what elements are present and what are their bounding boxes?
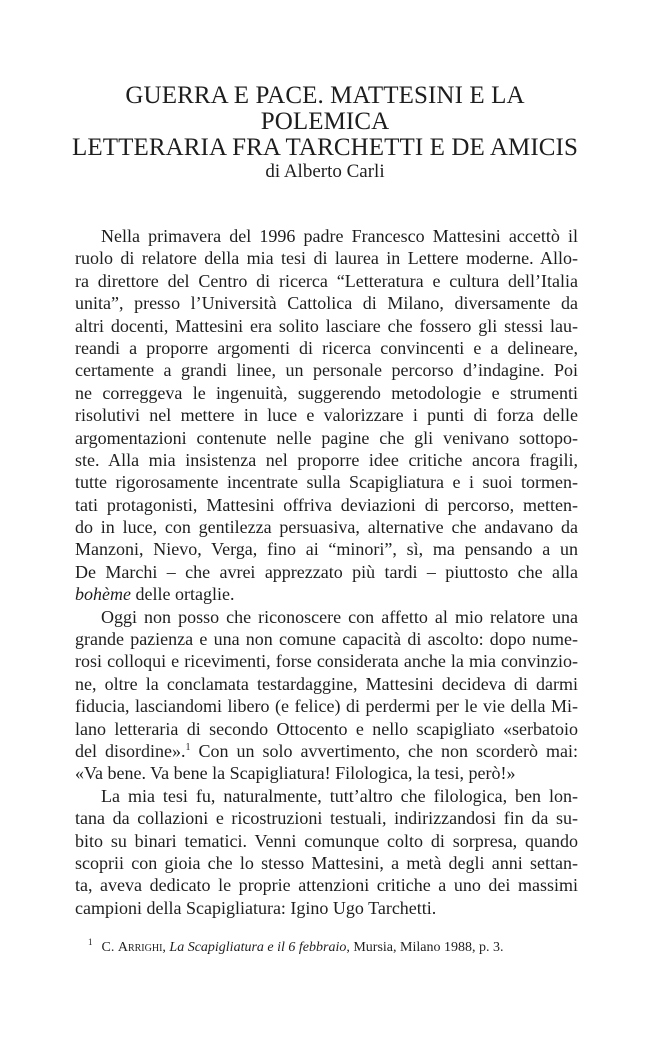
text-line: bito su binari tematici. Venni comunque colto di sorpresa, quando bbox=[75, 830, 578, 851]
footnote-reference: 1 bbox=[185, 741, 191, 753]
text-line: altri docenti, Mattesini era solito lasciare che fossero gli stessi lau- bbox=[75, 315, 578, 336]
text-span: Con un solo avvertimento, che non scorderò mai: bbox=[190, 740, 579, 761]
text-line: unita”, presso l’Università Cattolica di Milano, diversamente da bbox=[75, 293, 578, 314]
text-line: reandi a proporre argomenti di ricerca convincenti e a delineare, bbox=[75, 337, 578, 358]
text-line: lano letteraria di secondo Ottocento e nello scapigliato «serbatoio bbox=[75, 718, 578, 739]
text-line: ste. Alla mia insistenza nel proporre idee critiche ancora fragili, bbox=[75, 449, 578, 470]
text-line: Nella primavera del 1996 padre Francesco Mattesini accettò il bbox=[101, 226, 578, 246]
text-line: tana da collazioni e ricostruzioni testuali, indirizzandosi fin da su- bbox=[75, 808, 578, 829]
text-line: argomentazioni contenute nelle pagine che gli venivano sottopo- bbox=[75, 427, 578, 448]
text-line: ra direttore del Centro di ricerca “Letteratura e cultura dell’Italia bbox=[75, 270, 578, 291]
title-line-1: GUERRA E PACE. MATTESINI E LA POLEMICA bbox=[125, 82, 525, 135]
text-line: La mia tesi fu, naturalmente, tutt’altro che filologica, ben lon- bbox=[101, 785, 578, 806]
text-line: ne correggeva le ingenuità, suggerendo metodologie e strumenti bbox=[75, 382, 578, 403]
italic-word: bohème bbox=[75, 584, 131, 605]
text-line: tutte rigorosamente incentrate sulla Scapigliatura e i suoi tormen- bbox=[75, 472, 578, 493]
footnote-author: Arrighi bbox=[117, 940, 163, 955]
text-line: fiducia, lasciandomi libero (e felice) di perdermi per le vie della Mi- bbox=[75, 696, 578, 717]
text-line: risolutivi nel mettere in luce e valorizzare i punti di forza delle bbox=[75, 405, 578, 426]
text-span: , Mursia, Milano 1988, p. 3. bbox=[346, 940, 504, 955]
body-text bbox=[75, 225, 578, 919]
text-line: ne, oltre la conclamata testardaggine, Mattesini decideva di darmi bbox=[75, 673, 578, 694]
text-span: delle ortaglie. bbox=[130, 584, 235, 605]
text-span: del disordine». bbox=[75, 740, 186, 761]
text-line: scoprii con gioia che lo stesso Mattesini, a metà degli anni settan- bbox=[75, 852, 578, 873]
text-line bbox=[75, 583, 578, 605]
text-line: rosi colloqui e ricevimenti, forse considerata anche la mia convinzio- bbox=[75, 651, 578, 672]
text-line: «Va bene. Va bene la Scapigliatura! Filologica, la tesi, però!» bbox=[75, 763, 516, 784]
text-line: tati protagonisti, Mattesini offriva deviazioni di percorso, metten- bbox=[75, 494, 578, 515]
footnote bbox=[88, 933, 568, 957]
footnote-number: 1 bbox=[88, 937, 93, 947]
author-byline: di Alberto Carli bbox=[265, 161, 385, 182]
text-span: C. bbox=[101, 940, 118, 955]
text-line: campioni della Scapigliatura: Igino Ugo Tarchetti. bbox=[75, 897, 437, 918]
footnote-book-title: La Scapigliatura e il 6 febbraio bbox=[169, 940, 347, 955]
text-line: Oggi non posso che riconoscere con affetto al mio relatore una bbox=[101, 606, 578, 627]
text-line: Manzoni, Nievo, Verga, fino ai “minori”, sì, ma pensando a un bbox=[75, 539, 578, 560]
text-span: , bbox=[162, 940, 170, 955]
text-line: ta, aveva dedicato le proprie attenzioni critiche a uno dei massimi bbox=[75, 875, 578, 896]
text-line: De Marchi – che avrei apprezzato più tardi – piuttosto che alla bbox=[75, 561, 578, 582]
text-line: grande pazienza e una non comune capacità di ascolto: dopo nume- bbox=[75, 629, 578, 650]
text-line bbox=[75, 740, 578, 762]
text-line: certamente a grandi linee, un personale percorso d’indagine. Poi bbox=[75, 360, 578, 381]
title-line-2: LETTERARIA FRA TARCHETTI E DE AMICIS bbox=[71, 134, 578, 161]
chapter-title bbox=[60, 83, 590, 183]
text-line: ruolo di relatore della mia tesi di laurea in Lettere moderne. Allo- bbox=[75, 248, 578, 269]
text-line: do in luce, con gentilezza persuasiva, alternative che andavano da bbox=[75, 517, 578, 538]
